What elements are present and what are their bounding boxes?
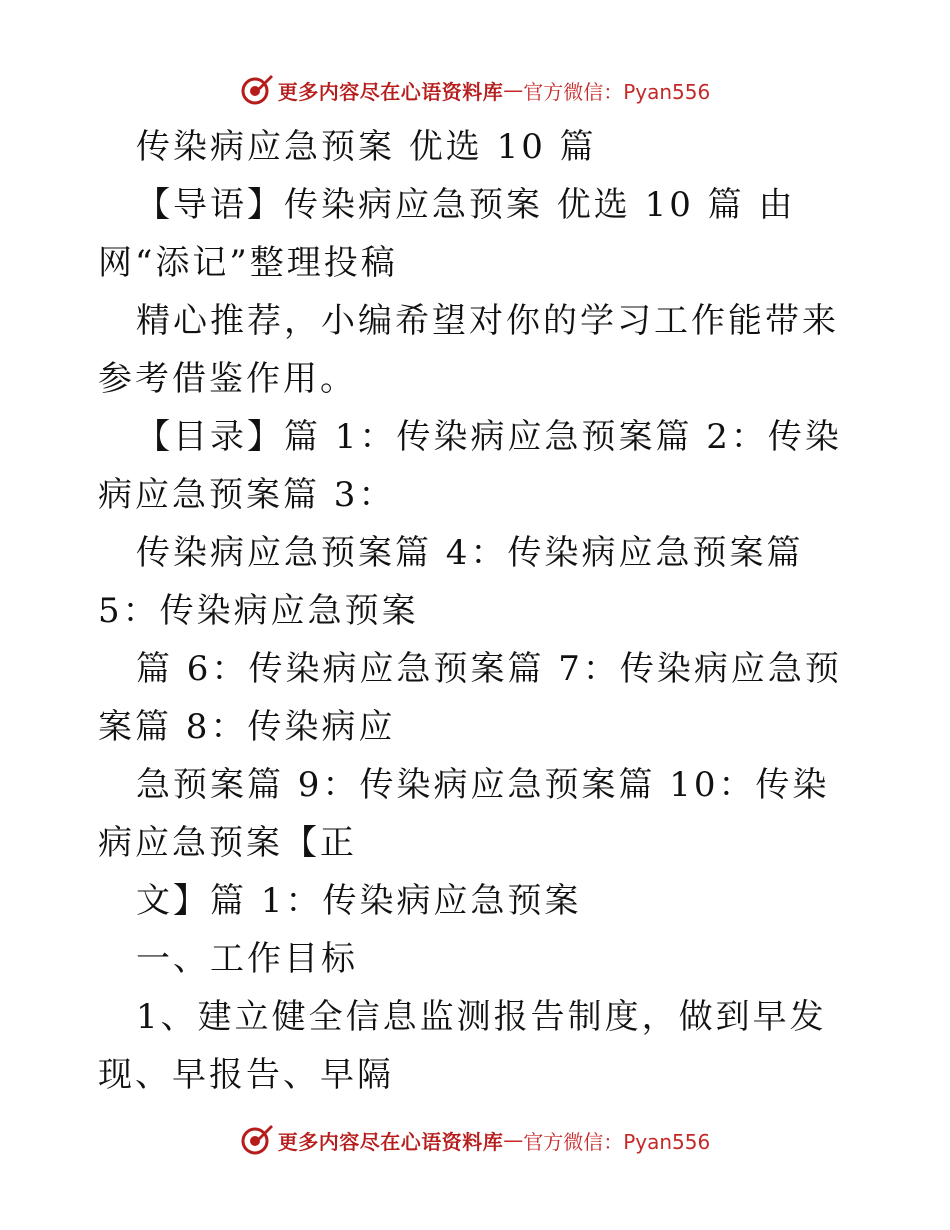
recommend-paragraph: 精心推荐，小编希望对你的学习工作能带来参考借鉴作用。 [98,301,839,399]
document-title: 传染病应急预案 优选 10 篇 [136,127,597,167]
pen-logo-icon [240,73,274,107]
watermark-contact: 官方微信：Pyan556 [523,1129,711,1154]
pen-logo-icon [240,1123,274,1157]
header-watermark [0,70,950,110]
section-heading-1: 文】篇 1：传染病应急预案 [136,881,582,921]
intro-paragraph: 【导语】传染病应急预案 优选 10 篇 由网“添记”整理投稿 [98,185,796,283]
toc-paragraph-2: 传染病应急预案篇 4：传染病应急预案篇 5：传染病应急预案 [98,533,804,631]
watermark-separator: — [503,1128,524,1152]
document-body [98,118,858,1104]
watermark-brand: 更多内容尽在心语资料库 [277,79,504,104]
watermark-separator: — [503,78,524,102]
toc-paragraph-1: 【目录】篇 1：传染病应急预案篇 2：传染病应急预案篇 3： [98,417,842,515]
list-item-1: 1、建立健全信息监测报告制度，做到早发现、早报告、早隔 [98,997,827,1095]
footer-watermark [0,1120,950,1160]
toc-paragraph-3: 篇 6：传染病应急预案篇 7：传染病应急预案篇 8：传染病应 [98,649,842,747]
toc-paragraph-4: 急预案篇 9：传染病应急预案篇 10：传染病应急预案【正 [98,765,830,863]
subheading-work-goals: 一、工作目标 [136,939,358,979]
watermark-contact: 官方微信：Pyan556 [523,79,711,104]
watermark-brand: 更多内容尽在心语资料库 [277,1129,504,1154]
